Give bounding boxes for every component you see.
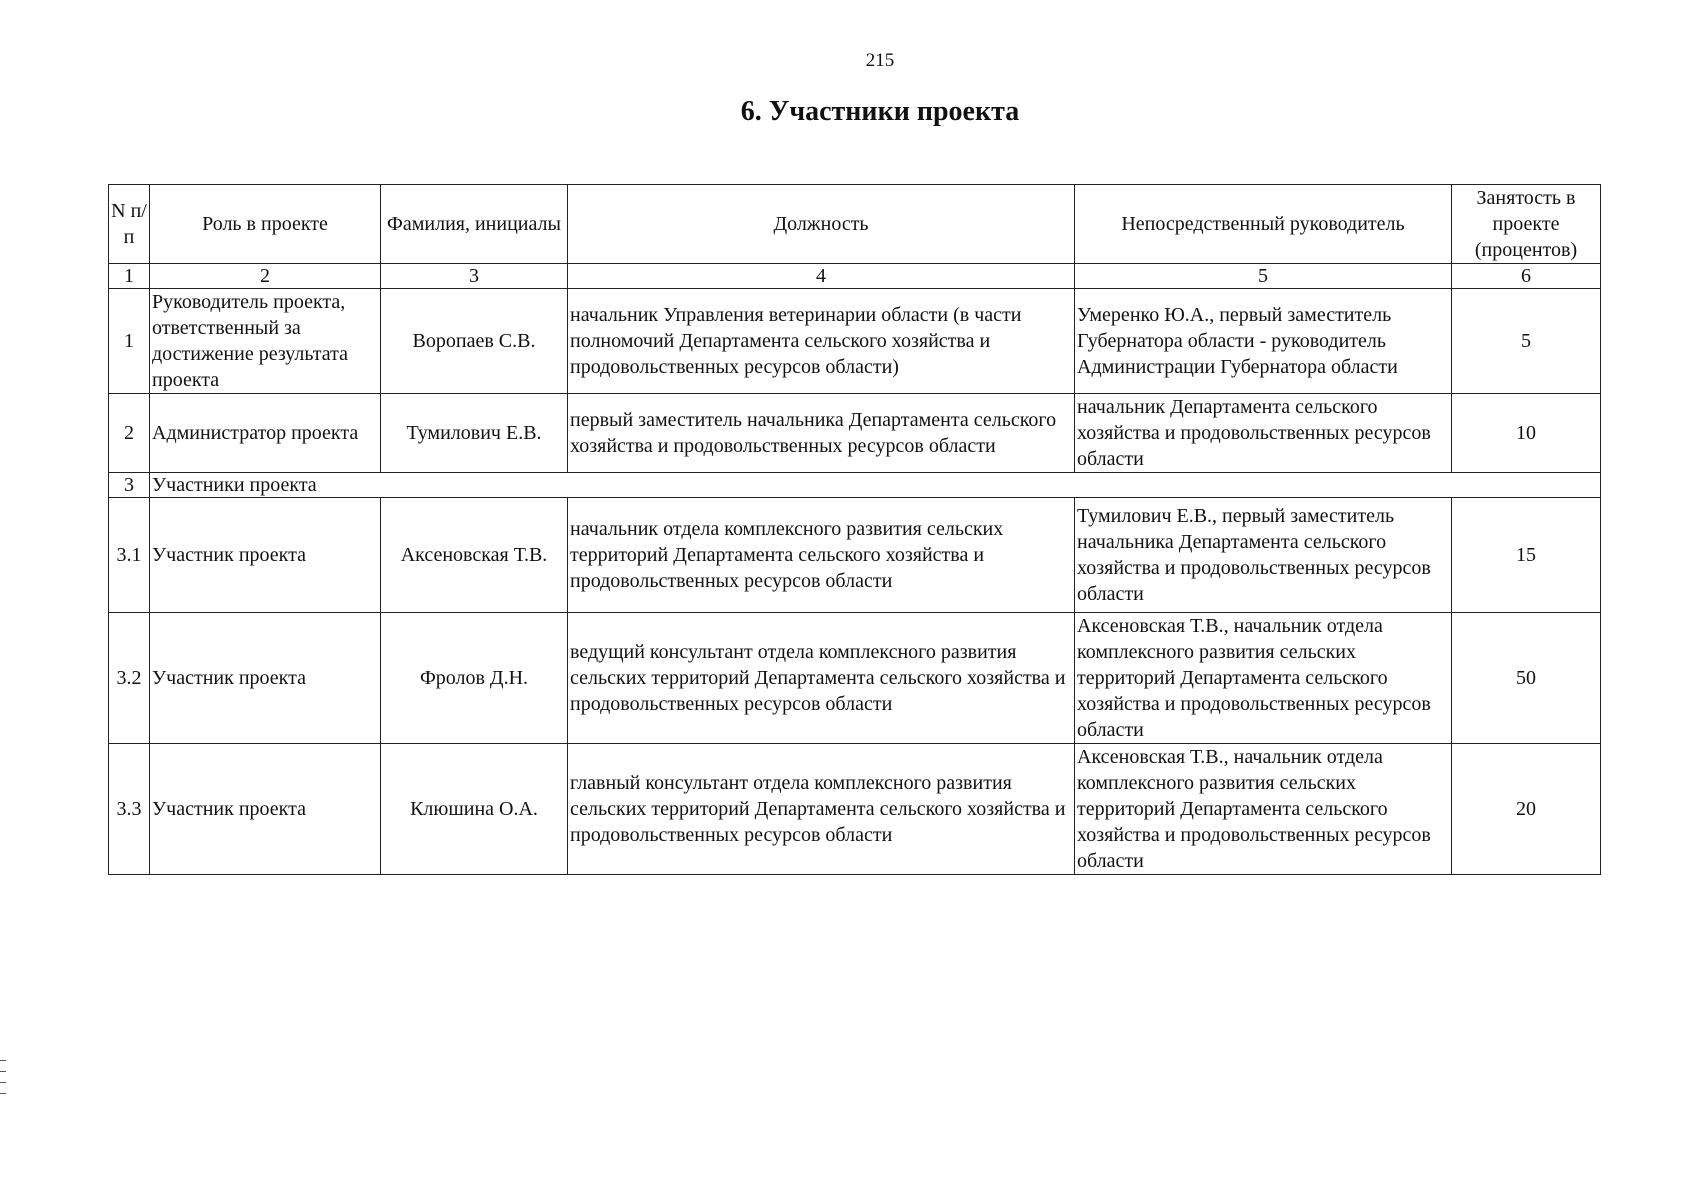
table-row	[109, 744, 1601, 875]
column-number: 5	[1075, 264, 1452, 289]
table-row	[109, 613, 1601, 744]
row-role: Участник проекта	[150, 744, 381, 875]
table-row	[109, 394, 1601, 473]
row-position: главный консультант отдела комплексного развития сельских территорий Департамента сельского хозяйства и продовольственных ресурсов области	[568, 744, 1075, 875]
row-role: Участник проекта	[150, 498, 381, 613]
column-number-row	[109, 264, 1601, 289]
row-position: начальник Управления ветеринарии области (в части полномочий Департамента сельского хозяйства и продовольственных ресурсов области)	[568, 289, 1075, 394]
row-employment: 5	[1452, 289, 1601, 394]
section-num: 3	[109, 473, 150, 498]
page-title: 6. Участники проекта	[740, 96, 1020, 127]
row-num: 3.3	[109, 744, 150, 875]
column-number: 6	[1452, 264, 1601, 289]
column-number: 1	[109, 264, 150, 289]
row-num: 3.1	[109, 498, 150, 613]
row-employment: 50	[1452, 613, 1601, 744]
row-supervisor: Аксеновская Т.В., начальник отдела комплексного развития сельских территорий Департамента сельского хозяйства и продовольственных ресурсов области	[1075, 613, 1452, 744]
table-row	[109, 498, 1601, 613]
row-name: Аксеновская Т.В.	[381, 498, 568, 613]
row-role: Руководитель проекта, ответственный за достижение результата проекта	[150, 289, 381, 394]
row-name: Тумилович Е.В.	[381, 394, 568, 473]
row-supervisor: начальник Департамента сельского хозяйства и продовольственных ресурсов области	[1075, 394, 1452, 473]
section-label: Участники проекта	[150, 473, 1601, 498]
column-number: 4	[568, 264, 1075, 289]
column-number: 3	[381, 264, 568, 289]
table-row	[109, 289, 1601, 394]
page-number: 215	[865, 50, 895, 71]
header-position: Должность	[568, 185, 1075, 264]
row-employment: 20	[1452, 744, 1601, 875]
participants-table	[108, 184, 1601, 875]
row-num: 3.2	[109, 613, 150, 744]
row-name: Воропаев С.В.	[381, 289, 568, 394]
row-supervisor: Аксеновская Т.В., начальник отдела комплексного развития сельских территорий Департамента сельского хозяйства и продовольственных ресурсов области	[1075, 744, 1452, 875]
header-num: N п/п	[109, 185, 150, 264]
row-supervisor: Умеренко Ю.А., первый заместитель Губернатора области - руководитель Администрации Губернатора области	[1075, 289, 1452, 394]
row-position: начальник отдела комплексного развития сельских территорий Департамента сельского хозяйства и продовольственных ресурсов области	[568, 498, 1075, 613]
header-role: Роль в проекте	[150, 185, 381, 264]
row-num: 2	[109, 394, 150, 473]
scan-edge-marks	[0, 1060, 6, 1104]
row-supervisor: Тумилович Е.В., первый заместитель начальника Департамента сельского хозяйства и продовольственных ресурсов области	[1075, 498, 1452, 613]
header-supervisor: Непосредственный руководитель	[1075, 185, 1452, 264]
row-role: Участник проекта	[150, 613, 381, 744]
row-name: Фролов Д.Н.	[381, 613, 568, 744]
row-role: Администратор проекта	[150, 394, 381, 473]
header-name: Фамилия, инициалы	[381, 185, 568, 264]
row-num: 1	[109, 289, 150, 394]
row-name: Клюшина О.А.	[381, 744, 568, 875]
row-employment: 15	[1452, 498, 1601, 613]
column-number: 2	[150, 264, 381, 289]
section-row	[109, 473, 1601, 498]
table-header-row	[109, 185, 1601, 264]
header-employment: Занятость в проекте (процентов)	[1452, 185, 1601, 264]
row-position: ведущий консультант отдела комплексного развития сельских территорий Департамента сельского хозяйства и продовольственных ресурсов области	[568, 613, 1075, 744]
row-position: первый заместитель начальника Департамента сельского хозяйства и продовольственных ресурсов области	[568, 394, 1075, 473]
row-employment: 10	[1452, 394, 1601, 473]
